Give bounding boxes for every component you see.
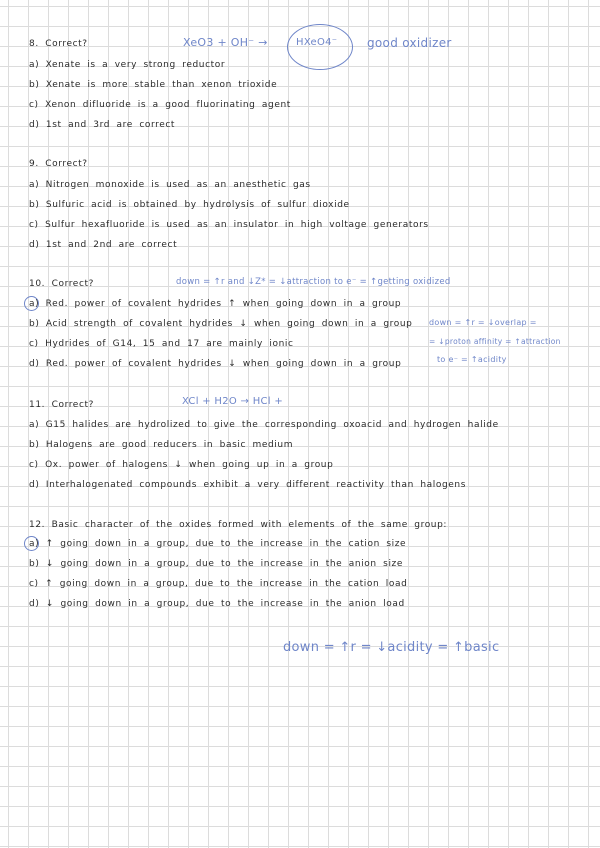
q9-option-d: d) 1st and 2nd are correct bbox=[29, 240, 178, 250]
q11-option-b: b) Halogens are good reducers in basic medium bbox=[29, 440, 294, 450]
q12-option-c: c) ↑ going down in a group, due to the increase in the cation load bbox=[29, 579, 408, 589]
q11-option-a: a) G15 halides are hydrolized to give the corresponding oxoacid and hydrogen halide bbox=[29, 420, 499, 430]
q10-title: 10. Correct? bbox=[29, 279, 94, 289]
q12-title: 12. Basic character of the oxides formed with elements of the same group: bbox=[29, 520, 448, 530]
q8-option-c: c) Xenon difluoride is a good fluorinating agent bbox=[29, 100, 291, 110]
q10-option-d: d) Red. power of covalent hydrides ↓ when going down in a group bbox=[29, 359, 402, 369]
q8-option-a: a) Xenate is a very strong reductor bbox=[29, 60, 226, 70]
q11-note: XCl + H2O → HCl + bbox=[182, 396, 284, 407]
q8-note-label: good oxidizer bbox=[367, 36, 452, 50]
q10-option-b: b) Acid strength of covalent hydrides ↓ when going down in a group bbox=[29, 319, 413, 329]
q12-note: down = ↑r = ↓acidity = ↑basic bbox=[283, 640, 500, 655]
q8-option-d: d) 1st and 3rd are correct bbox=[29, 120, 176, 130]
q8-note-product: HXeO4⁻ bbox=[296, 37, 338, 48]
q10-note-right-1: down = ↑r = ↓overlap = bbox=[429, 318, 537, 327]
q10-note-top: down = ↑r and ↓Z* = ↓attraction to e⁻ = ↑getting oxidized bbox=[176, 277, 451, 287]
q8-title: 8. Correct? bbox=[29, 39, 88, 49]
q11-option-c: c) Ox. power of halogens ↓ when going up in a group bbox=[29, 460, 334, 470]
q8-option-b: b) Xenate is more stable than xenon trioxide bbox=[29, 80, 278, 90]
q10-note-right-3: to e⁻ = ↑acidity bbox=[437, 355, 507, 364]
q12-option-a: a) ↑ going down in a group, due to the increase in the cation size bbox=[29, 539, 407, 549]
q10-note-right-2: = ↓proton affinity = ↑attraction bbox=[429, 337, 561, 346]
q12-option-b: b) ↓ going down in a group, due to the increase in the anion size bbox=[29, 559, 404, 569]
q9-option-a: a) Nitrogen monoxide is used as an anesthetic gas bbox=[29, 180, 311, 190]
q9-title: 9. Correct? bbox=[29, 159, 88, 169]
q8-note-equation: XeO3 + OH⁻ → bbox=[183, 36, 268, 49]
q11-option-d: d) Interhalogenated compounds exhibit a very different reactivity than halogens bbox=[29, 480, 467, 490]
q12-option-d: d) ↓ going down in a group, due to the increase in the anion load bbox=[29, 599, 405, 609]
q11-title: 11. Correct? bbox=[29, 400, 94, 410]
q9-option-b: b) Sulfuric acid is obtained by hydrolysis of sulfur dioxide bbox=[29, 200, 350, 210]
q10-option-c: c) Hydrides of G14, 15 and 17 are mainly ionic bbox=[29, 339, 294, 349]
q10-option-a: a) Red. power of covalent hydrides ↑ when going down in a group bbox=[29, 299, 402, 309]
q9-option-c: c) Sulfur hexafluoride is used as an insulator in high voltage generators bbox=[29, 220, 429, 230]
